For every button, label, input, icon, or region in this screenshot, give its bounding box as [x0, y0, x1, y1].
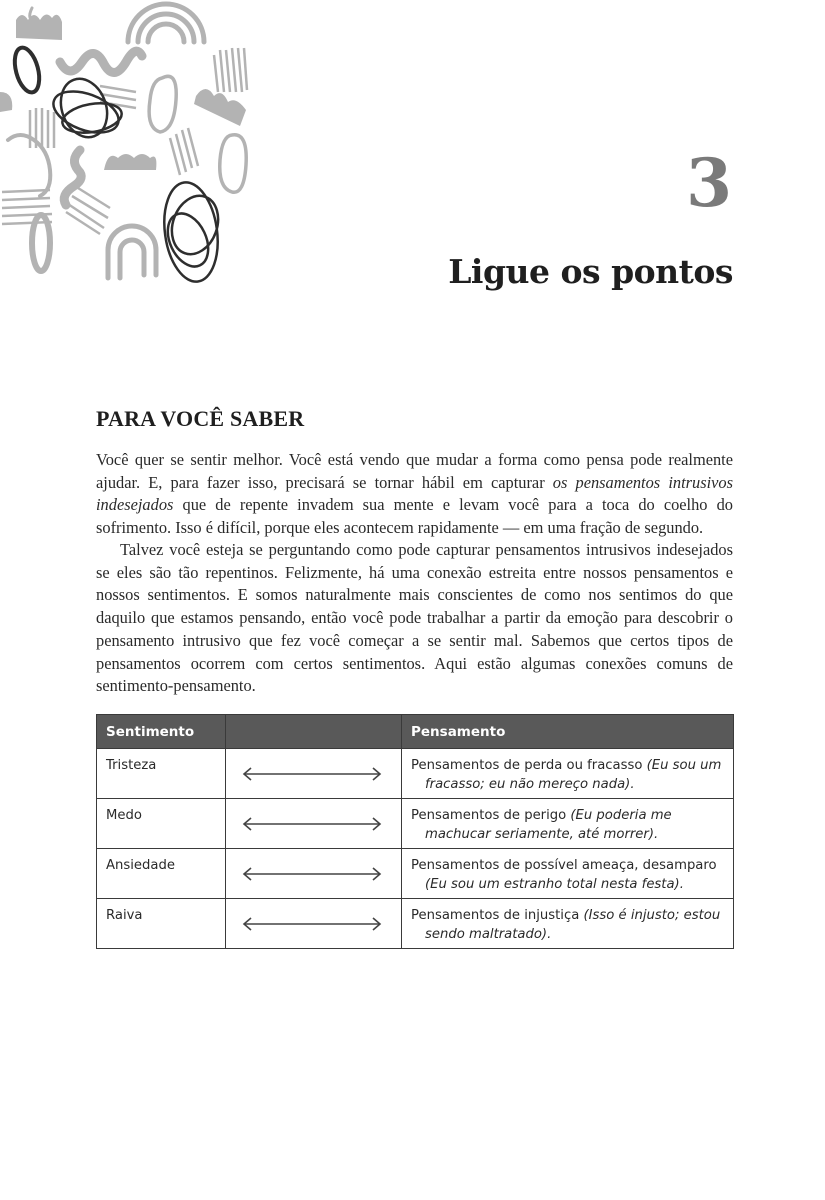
thought-cell	[402, 849, 734, 899]
section-heading: PARA VOCÊ SABER	[96, 406, 305, 431]
header-thought: Pensamento	[402, 715, 734, 749]
chapter-number: 3	[686, 144, 732, 222]
thought-example-continued: fracasso; eu não mereço nada).	[425, 776, 635, 792]
paragraph-2	[96, 539, 733, 698]
thought-cell	[402, 899, 734, 949]
thought-text: Pensamentos de perda ou fracasso	[411, 758, 647, 773]
double-arrow-icon	[242, 917, 382, 931]
thought-example-continued: (Eu sou um estranho total nesta festa).	[425, 876, 684, 892]
feeling-cell	[97, 749, 226, 799]
feeling-label: Raiva	[106, 908, 143, 923]
paragraph-1-text-b: que de repente invadem sua mente e levam você para a toca do coelho do sofrimento. Isso é difícil, porque eles acontecem rapidamente — em uma fração de segundo.	[96, 495, 733, 538]
feeling-cell	[97, 849, 226, 899]
feeling-cell	[97, 899, 226, 949]
arrow-cell	[226, 749, 402, 799]
chapter-title: Ligue os pontos	[448, 252, 733, 291]
paragraph-1-text-a: Você quer se sentir melhor. Você está vendo que mudar a forma como pensa pode realmente ajudar. E, para fazer isso, precisará se tornar hábil em capturar	[96, 450, 733, 492]
thought-example-start: (Isso é injusto; estou	[583, 908, 721, 923]
paragraph-2-text: Talvez você esteja se perguntando como pode capturar pensamentos intrusivos indesejados se eles são tão repentinos. Felizmente, há uma conexão estreita entre nossos pensamentos e nossos sentimentos. E somos naturalmente mais conscientes de como nos sentimos do que daquilo que estamos pensando, então você pode trabalhar a partir da emoção para descobrir o pensamento intrusivo que fez você começar a se sentir mal. Sabemos que certos tipos de pensamentos ocorrem com certos sentimentos. Aqui estão algumas conexões comuns de sentimento-pensamento.	[96, 540, 733, 696]
feeling-thought-table	[96, 714, 734, 949]
thought-example-start: (Eu poderia me	[570, 808, 672, 823]
feeling-label: Medo	[106, 808, 142, 823]
table-row	[97, 899, 734, 949]
thought-text: Pensamentos de injustiça	[411, 908, 584, 923]
thought-cell	[402, 749, 734, 799]
table-row	[97, 799, 734, 849]
header-feeling: Sentimento	[97, 715, 226, 749]
arrow-cell	[226, 799, 402, 849]
header-connector	[226, 715, 402, 749]
thought-example-start: (Eu sou um	[646, 758, 722, 773]
arrow-cell	[226, 899, 402, 949]
double-arrow-icon	[242, 767, 382, 781]
paragraph-1	[96, 449, 733, 540]
thought-example-continued: sendo maltratado).	[425, 926, 552, 942]
decorative-scribble-illustration	[0, 0, 260, 290]
thought-text: Pensamentos de perigo	[411, 808, 571, 823]
thought-cell	[402, 799, 734, 849]
feeling-cell	[97, 799, 226, 849]
thought-example-continued: machucar seriamente, até morrer).	[425, 826, 659, 842]
double-arrow-icon	[242, 817, 382, 831]
paragraph-1-emphasis: os pensamentos intrusivos indesejados	[96, 472, 733, 515]
feeling-label: Tristeza	[106, 758, 157, 773]
arrow-cell	[226, 849, 402, 899]
feeling-label: Ansiedade	[106, 858, 175, 873]
thought-text: Pensamentos de possível ameaça, desamparo	[411, 858, 717, 873]
double-arrow-icon	[242, 867, 382, 881]
table-header-row	[97, 715, 734, 749]
table-row	[97, 749, 734, 799]
table-row	[97, 849, 734, 899]
